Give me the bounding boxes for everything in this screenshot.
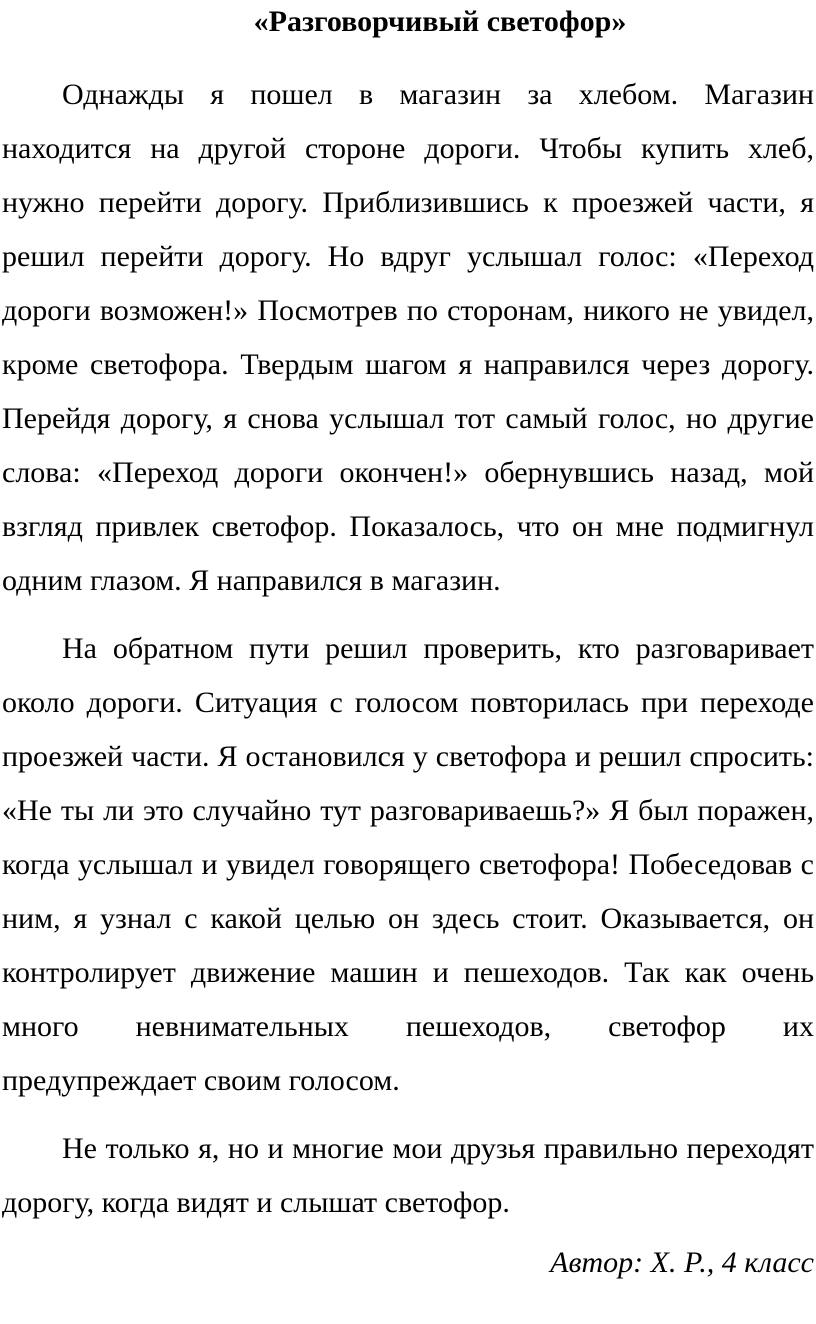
paragraph-3: Не только я, но и многие мои друзья правильно переходят дорогу, когда видят и слышат светофор. [2,1132,814,1219]
paragraph-1: Однажды я пошел в магазин за хлебом. Магазин находится на другой стороне дороги. Чтобы купить хлеб, нужно перейти дорогу. Приблизившись к проезжей части, я решил перейти дорогу. Но вдруг услышал голос: «Переход дороги возможен!» Посмотрев по сторонам, никого не увидел, кроме светофора. Твердым шагом я направился через дорогу. Перейдя дорогу, я снова услышал тот самый голос, но другие слова: «Переход дороги окончен!» обернувшись назад, мой взгляд привлек светофор. Показалось, что он мне подмигнул одним глазом. Я направился в магазин. [2,78,814,597]
paragraph-2: На обратном пути решил проверить, кто разговаривает около дороги. Ситуация с голосом повторилась при переходе проезжей части. Я остановился у светофора и решил спросить: «Не ты ли это случайно тут разговариваешь?» Я был поражен, когда услышал и увидел говорящего светофора! Побеседовав с ним, я узнал с какой целью он здесь стоит. Оказывается, он контролирует движение машин и пешеходов. Так как очень много невнимательных пешеходов, светофор их предупреждает своим голосом. [2,632,814,1097]
document-title: «Разговорчивый светофор» [253,5,627,38]
author-signature: Автор: Х. Р., 4 класс [550,1246,814,1279]
